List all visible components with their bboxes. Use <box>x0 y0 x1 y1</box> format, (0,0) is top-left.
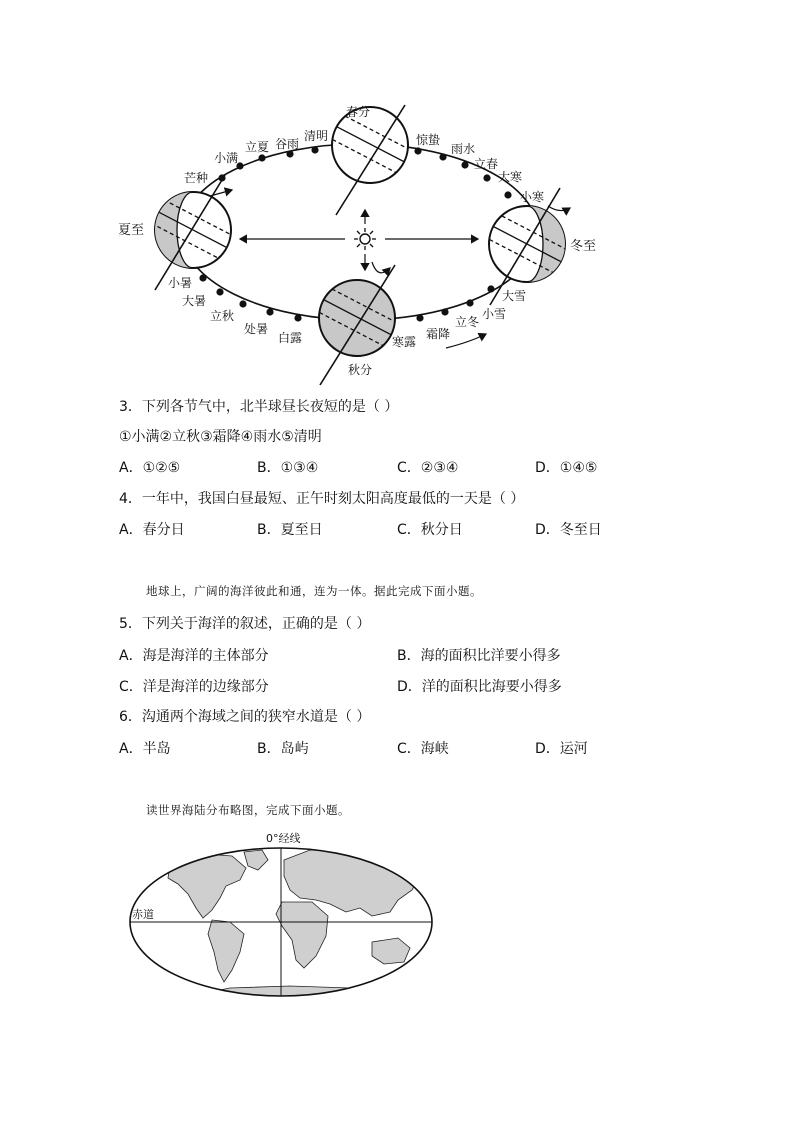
q3-stem: 3．下列各节气中，北半球昼长夜短的是（ ） <box>119 399 399 415</box>
q5-option-d[interactable]: D．洋的面积比海要小得多 <box>397 679 562 695</box>
term-hanlu: 寒露 <box>392 335 417 349</box>
term-liqiu: 立秋 <box>210 309 235 323</box>
q3-option-b[interactable]: B．①③④ <box>257 460 319 476</box>
world-land-sea-map <box>0 820 794 1020</box>
term-chunfen: 春分 <box>346 105 371 119</box>
term-qingming: 清明 <box>304 129 329 143</box>
term-lichun: 立春 <box>474 157 499 171</box>
australia <box>372 938 410 964</box>
q5-option-a[interactable]: A．海是海洋的主体部分 <box>119 648 269 664</box>
term-xiaoman: 小满 <box>214 151 239 165</box>
earth-spring-equinox <box>320 103 420 215</box>
term-guyu: 谷雨 <box>275 137 300 151</box>
q3-option-a[interactable]: A．①②⑤ <box>119 460 181 476</box>
q4-option-d[interactable]: D．冬至日 <box>535 522 602 538</box>
q5-option-b[interactable]: B．海的面积比洋要小得多 <box>397 648 561 664</box>
q3-option-c[interactable]: C．②③④ <box>397 460 459 476</box>
term-chushu: 处暑 <box>244 322 269 336</box>
equator-label: 赤道 <box>132 908 154 921</box>
q4-option-a[interactable]: A．春分日 <box>119 522 185 538</box>
meridian-label: 0°经线 <box>266 832 301 845</box>
q5-stem: 5．下列关于海洋的叙述，正确的是（ ） <box>119 616 371 632</box>
q6-option-c[interactable]: C．海峡 <box>397 741 449 757</box>
term-jingzhe: 惊蛰 <box>416 133 441 147</box>
term-lixia: 立夏 <box>245 140 270 154</box>
term-qiufen: 秋分 <box>348 363 373 377</box>
term-dashu: 大暑 <box>182 294 207 308</box>
south-america <box>208 920 244 982</box>
term-yushui: 雨水 <box>451 142 476 156</box>
q4-option-c[interactable]: C．秋分日 <box>397 522 463 538</box>
term-shuangjiang: 霜降 <box>426 327 451 341</box>
term-bailu: 白露 <box>278 331 303 345</box>
q6-option-b[interactable]: B．岛屿 <box>257 741 309 757</box>
africa <box>276 902 328 968</box>
q5-option-c[interactable]: C．洋是海洋的边缘部分 <box>119 679 269 695</box>
term-dongzhi: 冬至 <box>570 239 597 254</box>
term-xiaohan: 小寒 <box>520 190 545 204</box>
earth-orbit-diagram <box>0 0 794 390</box>
q6-option-a[interactable]: A．半岛 <box>119 741 171 757</box>
ocean-section-intro: 地球上，广阔的海洋彼此和通，连为一体。据此完成下面小题。 <box>146 584 482 598</box>
earth-summer-solstice <box>145 175 245 290</box>
q6-option-d[interactable]: D．运河 <box>535 741 588 757</box>
term-xiaoshu: 小暑 <box>168 276 193 290</box>
q3-items: ①小满②立秋③霜降④雨水⑤清明 <box>119 429 322 445</box>
sun-icon <box>354 228 376 250</box>
world-map-intro: 读世界海陆分布略图，完成下面小题。 <box>146 803 350 817</box>
q4-stem: 4．一年中，我国白昼最短、正午时刻太阳高度最低的一天是（ ） <box>119 491 525 507</box>
term-lidong: 立冬 <box>455 315 480 329</box>
term-xiaoxue: 小雪 <box>482 307 507 321</box>
q4-option-b[interactable]: B．夏至日 <box>257 522 323 538</box>
term-mangzhong: 芒种 <box>184 171 209 185</box>
north-america <box>168 854 246 918</box>
q3-option-d[interactable]: D．①④⑤ <box>535 460 598 476</box>
greenland <box>244 850 268 870</box>
q6-stem: 6．沟通两个海域之间的狭窄水道是（ ） <box>119 709 371 725</box>
term-daxue: 大雪 <box>502 289 527 303</box>
term-xiazhi: 夏至 <box>118 223 145 238</box>
term-dahan: 大寒 <box>498 170 523 184</box>
